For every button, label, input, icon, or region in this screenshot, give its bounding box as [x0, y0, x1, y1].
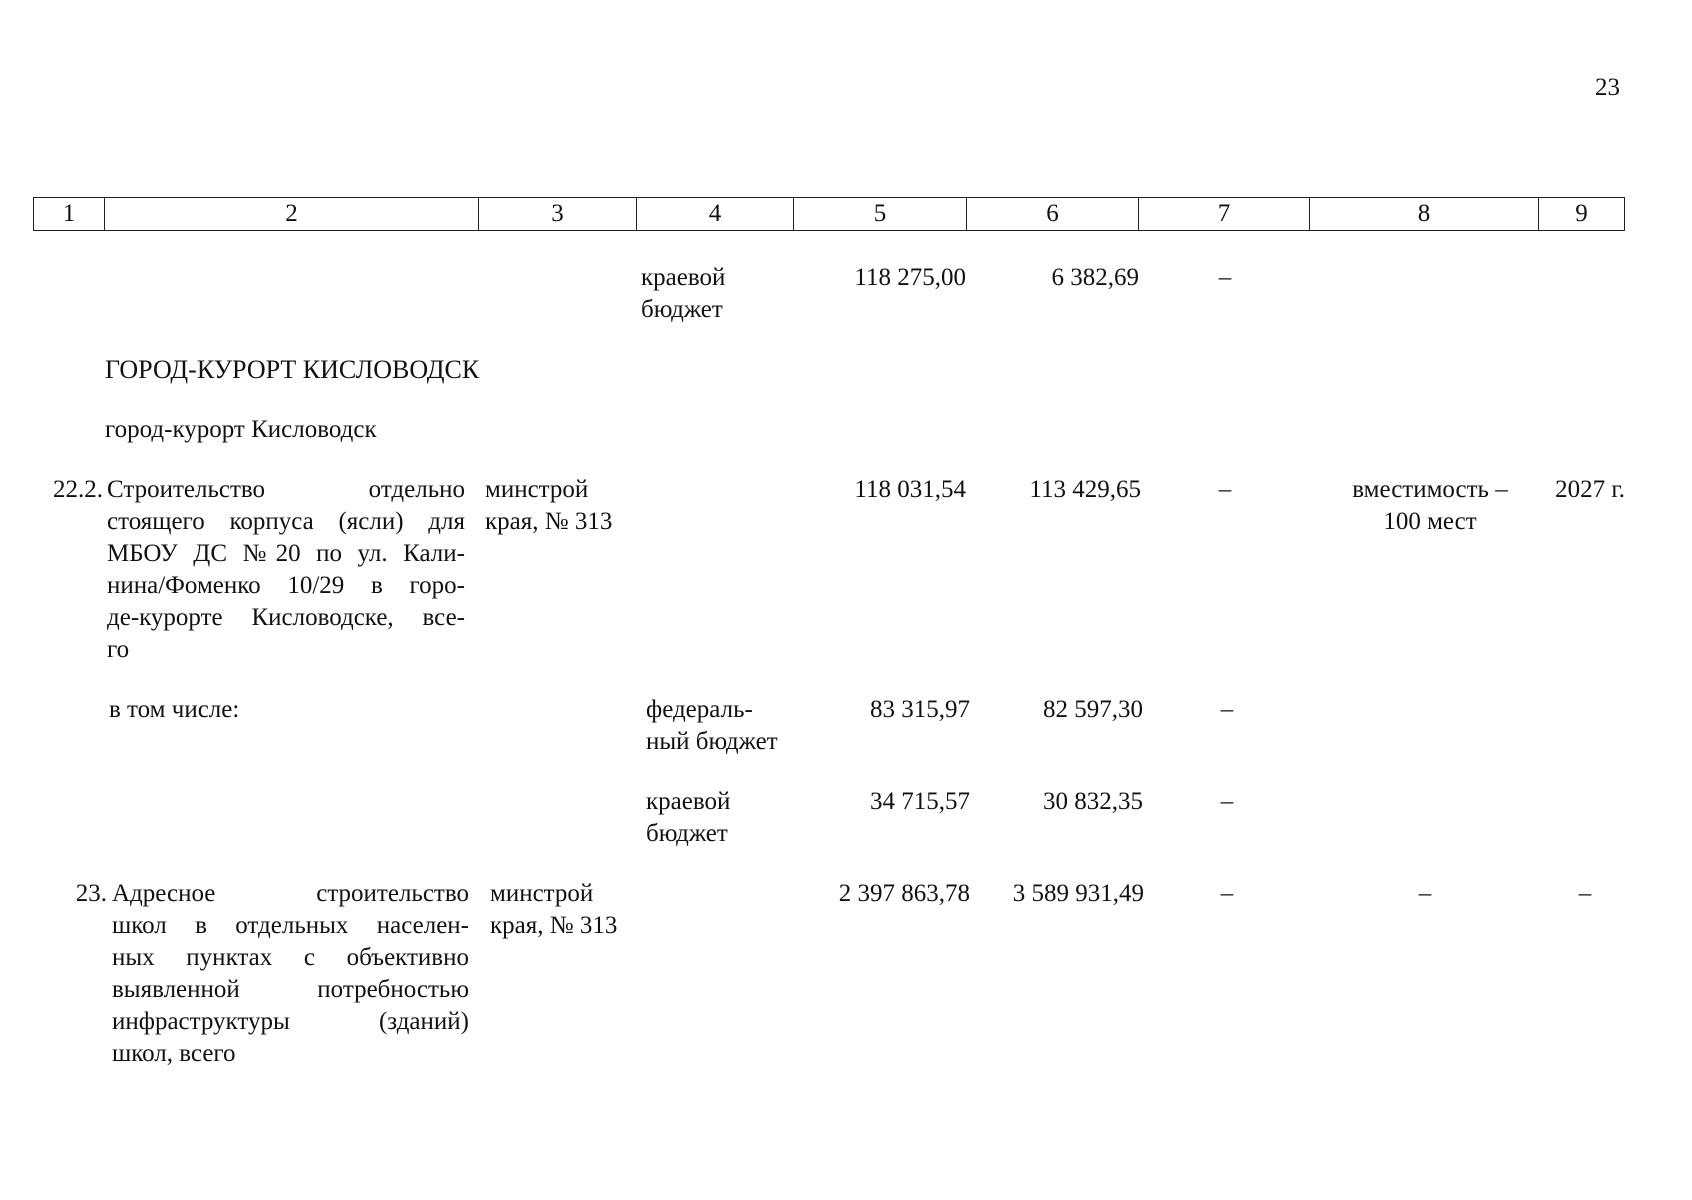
amount-col-5: 2 397 863,78 — [838, 880, 970, 907]
subregion-heading: город-курорт Кисловодск — [105, 416, 377, 443]
header-col-5: 5 — [794, 197, 967, 231]
amount-col-6: 82 597,30 — [1043, 696, 1143, 723]
header-col-2: 2 — [105, 197, 479, 231]
amount-col-5: 34 715,57 — [870, 788, 970, 815]
dash-col-7: – — [1220, 788, 1234, 815]
funding-source: федераль- ный бюджет — [646, 696, 778, 755]
dash-col-7: – — [1218, 264, 1232, 291]
header-col-3: 3 — [479, 197, 637, 231]
item-title: Адресное строительство школ в отдельных населен- ных пунктах с объективно выявленной потребностью инфраструктуры (зданий) школ, всего — [112, 880, 469, 1067]
capacity: вместимость – 100 мест — [1352, 476, 1508, 535]
including-label: в том числе: — [109, 696, 240, 723]
dash-col-7: – — [1220, 696, 1234, 723]
executor: минстрой края, № 313 — [485, 476, 613, 535]
amount-col-6: 30 832,35 — [1043, 788, 1143, 815]
amount-col-5: 83 315,97 — [870, 696, 970, 723]
completion-year: 2027 г. — [1555, 476, 1625, 503]
amount-col-5: 118 031,54 — [854, 476, 966, 503]
amount-col-6: 6 382,69 — [1051, 264, 1139, 291]
dash-col-8: – — [1418, 880, 1432, 907]
header-col-1: 1 — [33, 197, 105, 231]
header-col-4: 4 — [637, 197, 794, 231]
dash-col-7: – — [1218, 476, 1232, 503]
amount-col-5: 118 275,00 — [854, 264, 966, 291]
dash-col-9: – — [1578, 880, 1592, 907]
page-number: 23 — [1595, 74, 1620, 101]
executor: минстрой края, № 313 — [490, 880, 618, 939]
header-col-9: 9 — [1539, 197, 1625, 231]
item-number: 23. — [75, 880, 107, 907]
amount-col-6: 113 429,65 — [1029, 476, 1141, 503]
funding-source: краевой бюджет — [641, 264, 726, 323]
amount-col-6: 3 589 931,49 — [1012, 880, 1144, 907]
item-number: 22.2. — [53, 476, 103, 503]
header-col-8: 8 — [1310, 197, 1539, 231]
region-heading: ГОРОД-КУРОРТ КИСЛОВОДСК — [105, 355, 480, 384]
dash-col-7: – — [1220, 880, 1234, 907]
item-title: Строительство отдельно стоящего корпуса (ясли) для МБОУ ДС №20 по ул. Кали- нина/Фоменко 10/29 в горо- де-курорте Кисловодске, все- го — [107, 476, 465, 663]
funding-source: краевой бюджет — [646, 788, 731, 847]
header-col-6: 6 — [967, 197, 1139, 231]
header-col-7: 7 — [1139, 197, 1310, 231]
